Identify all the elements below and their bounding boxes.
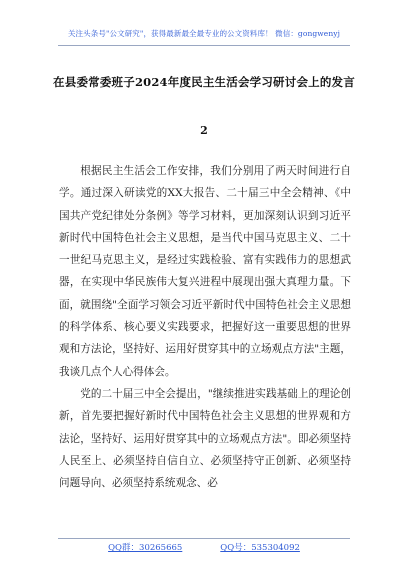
- body-paragraph: 党的二十届三中全会提出，"继续推进实践基础上的理论创新，首先要把握好新时代中国特色社会主义思想的世界观和方法论，坚持好、运用好贯穿其中的立场观点方法"。即必须坚持人民至上、必须坚持自信自立、必须坚持守正创新、必须坚持问题导向、必须坚持系统观念、必: [59, 387, 351, 490]
- header-promo-note[interactable]: 关注头条号"公文研究"，获得最新最全最专业的公文资料库！ 微信：gongwenyj: [67, 29, 341, 38]
- body-paragraph: 根据民主生活会工作安排，我们分别用了两天时间进行自学。通过深入研读党的XX大报告、二十届三中全会精神、《中国共产党纪律处分条例》等学习材料，更加深刻认识到习近平新时代中国特色社会主义思想，是当代中国马克思主义、二十一世纪马克思主义，是经过实践检验、富有实践伟力的思想武器，在实现中华民族伟大复兴进程中展现出强大真理力量。下面，就围绕"全面学习领会习近平新时代中国特色社会主义思想的科学体系、核心要义实践要求，把握好这一重要思想的世界观和方法论，坚持好、运用好贯穿其中的立场观点方法"主题，我谈几点个人心得体会。: [59, 165, 351, 378]
- document-body: [59, 160, 351, 494]
- footer: [0, 541, 408, 553]
- qq-group-link[interactable]: QQ群：30265665: [108, 543, 183, 553]
- qq-number-link[interactable]: QQ号：535304092: [220, 543, 300, 553]
- section-number: 2: [200, 124, 208, 137]
- document-title: 在县委常委班子2024年度民主生活会学习研讨会上的发言: [53, 75, 355, 89]
- footer-divider: [58, 538, 350, 539]
- header-divider: [58, 45, 350, 46]
